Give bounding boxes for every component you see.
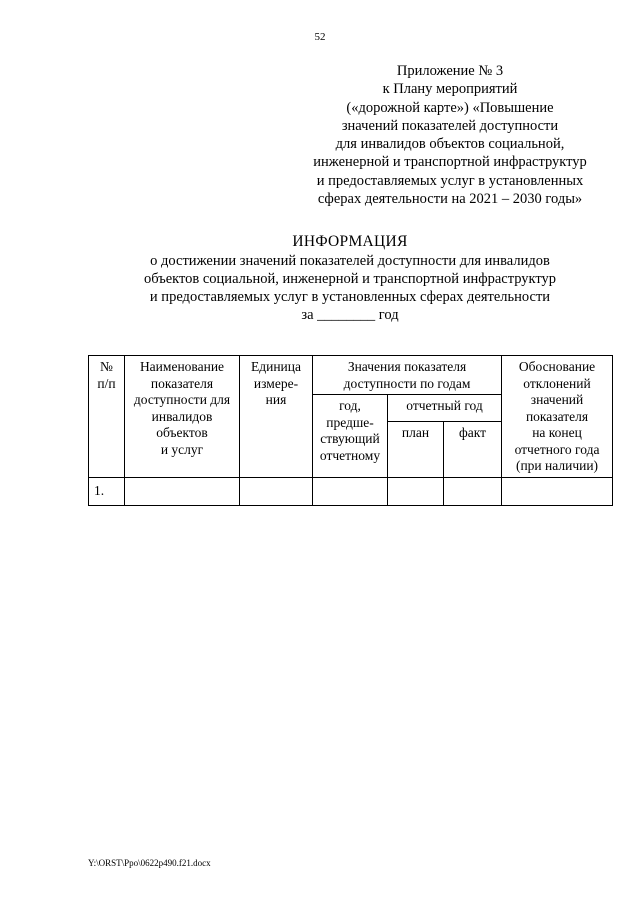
- page-number: 52: [314, 31, 326, 43]
- header-line: отчетного года: [514, 441, 600, 457]
- appendix-line: для инвалидов объектов социальной,: [335, 136, 565, 153]
- header-line: измере-: [253, 375, 299, 391]
- header-line: и услуг: [160, 441, 204, 457]
- cell-num: 1.: [89, 477, 125, 505]
- subtitle-line: объектов социальной, инженерной и транспортной инфраструктур: [143, 271, 557, 287]
- header-line: отчетному: [319, 447, 381, 463]
- header-line: доступности по годам: [343, 375, 471, 391]
- appendix-heading: [290, 62, 610, 208]
- header-line: отклонений: [523, 375, 591, 391]
- header-prev-year: [313, 395, 388, 478]
- header-line: значений: [530, 392, 584, 407]
- header-line: ния: [265, 392, 287, 407]
- header-line: Единица: [250, 359, 301, 374]
- cell-unit: [240, 477, 313, 505]
- header-line: на конец: [532, 425, 582, 440]
- header-line: год,: [339, 398, 361, 413]
- appendix-line: («дорожной карте») «Повышение: [346, 99, 554, 116]
- header-line: п/п: [97, 375, 116, 391]
- header-line: Значения показателя: [347, 359, 467, 374]
- header-line: доступности для: [133, 392, 231, 407]
- header-row: [89, 356, 613, 395]
- cell-justification: [502, 477, 613, 505]
- appendix-line: к Плану мероприятий: [382, 81, 518, 98]
- header-line: ствующий: [320, 431, 380, 446]
- header-line: инвалидов: [151, 408, 213, 424]
- cell-fact: [444, 477, 502, 505]
- header-line: Наименование: [139, 359, 225, 374]
- header-fact: факт: [444, 421, 502, 477]
- document-title: ИНФОРМАЦИЯ: [292, 233, 408, 250]
- appendix-line: инженерной и транспортной инфраструктур: [313, 154, 587, 171]
- table-row: [89, 477, 613, 505]
- subtitle-line: о достижении значений показателей доступности для инвалидов: [150, 253, 550, 269]
- report-table: [88, 355, 613, 506]
- info-heading: [20, 233, 640, 324]
- header-line: показателя: [150, 375, 214, 391]
- appendix-line: значений показателей доступности: [341, 117, 559, 134]
- header-plan: план: [388, 421, 444, 477]
- header-values-group: [313, 356, 502, 395]
- subtitle-line: за ________ год: [301, 307, 399, 323]
- header-line: №: [100, 359, 113, 374]
- header-num: [89, 356, 125, 478]
- header-line: Обоснование: [518, 359, 596, 374]
- appendix-line: Приложение № 3: [396, 63, 504, 79]
- appendix-line: сферах деятельности на 2021 – 2030 годы»: [317, 191, 583, 208]
- footer-file-path: Y:\ORST\Ppo\0622p490.f21.docx: [88, 858, 211, 868]
- header-line: показателя: [525, 408, 589, 424]
- header-line: (при наличии): [515, 458, 599, 473]
- subtitle-line: и предоставляемых услуг в установленных сферах деятельности: [149, 289, 551, 305]
- header-unit: [240, 356, 313, 478]
- header-report-year: отчетный год: [388, 395, 502, 422]
- cell-name: [125, 477, 240, 505]
- cell-prev: [313, 477, 388, 505]
- header-name: [125, 356, 240, 478]
- header-line: предше-: [326, 414, 374, 430]
- appendix-line: и предоставляемых услуг в установленных: [316, 172, 584, 189]
- header-justification: [502, 356, 613, 478]
- header-line: объектов: [156, 425, 208, 440]
- cell-plan: [388, 477, 444, 505]
